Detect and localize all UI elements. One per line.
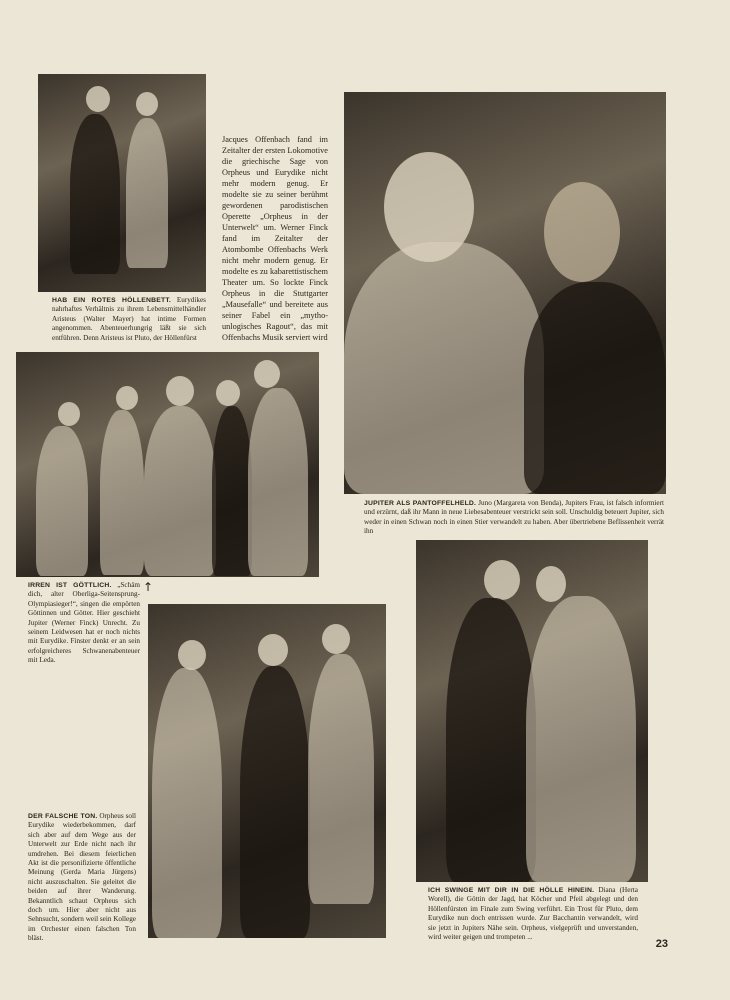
caption-swing (428, 886, 638, 942)
intro-text: Jacques Offenbach fand im Zeitalter der ersten Lokomotive die griechische Sage von Orpheus und Eurydike nicht mehr modern genug. Er modelte sie zu seiner berühmt gewordenen parodistischen Operette „Orpheus in der Unterwelt“ um. Werner Finck fand im Zeitalter der Atombombe Offenbachs Werk nicht mehr modern genug. Er modelte es zu kabarettistischem Theater um. So lockte Finck Orpheus in die Stuttgarter „Mausefalle“ und bereitete aus seiner Fabel ein „mytho-unlogisches Ragout“, das mit Offenbachs Musik serviert wird (222, 135, 328, 342)
photo-pantoffelheld (344, 92, 666, 494)
caption-text: Juno (Margareta von Benda), Jupiters Frau, ist falsch informiert und erzürnt, daß ihr Mann in neue Liebesabenteuer verstrickt sein soll. Unschuldig beteuert Jupiter, sich weder in einen Schwan noch in einen Stier verwandelt zu haben. Aber übertriebene Beflissenheit verrät ihn (364, 499, 664, 536)
photo-irren-ist-goettlich (16, 352, 319, 577)
caption-title: ICH SWINGE MIT DIR IN DIE HÖLLE HINEIN. (428, 887, 595, 894)
caption-text: „Schäm dich, alter Oberliga-Seitensprung-Olympiasieger!“, singen die empörten Göttinnen und Götter. Hier geschieht Jupiter (Werner Finck) Unrecht. Zu seinem Leidwesen hat er noch nichts mit Eurydike. Finster denkt er an sein erfolgreicheres Schwanenabenteuer mit Leda. (28, 581, 140, 665)
photo-der-falsche-ton (148, 604, 386, 938)
caption-irren-ist-goettlich (28, 581, 140, 666)
caption-der-falsche-ton (28, 812, 136, 944)
arrow-up-icon: ↑ (143, 580, 154, 594)
caption-text: Orpheus soll Eurydike wiederbekommen, darf sich aber auf dem Wege aus der Unterwelt zur Erde nicht nach ihr umdrehen. Bei diesem feierlichen Akt ist die personifizierte öffentliche Meinung (Gerda Maria Jürgens) nicht auszuschalten. Sie geleitet die beiden auf ihrer Wanderung. Bekanntlich schaut Orpheus sich doch um. Hier aber nicht aus Sehnsucht, sondern weil sein Kollege im Orchester einen falschen Ton bläst. (28, 812, 136, 943)
page-number: 23 (655, 938, 668, 950)
photo-swing (416, 540, 648, 882)
photo-hollenbett (38, 74, 206, 292)
caption-title: DER FALSCHE TON. (28, 813, 98, 820)
caption-title: JUPITER ALS PANTOFFELHELD. (364, 500, 477, 507)
caption-text: Eurydikes nahrhaftes Verhältnis zu ihrem Lebensmittelhändler Aristeus (Walter Mayer) hat intime Formen angenommen. Abenteuerhungrig läßt sie sich entführen. Denn Aristeus ist Pluto, der Höllenfürst (52, 296, 206, 342)
caption-title: IRREN IST GÖTTLICH. (28, 582, 112, 589)
caption-pantoffelheld (364, 499, 664, 537)
caption-text: Diana (Herta Worell), die Göttin der Jagd, hat Köcher und Pfeil abgelegt und den Höllenfürsten im Finale zum Swing verführt. Ein Trost für Pluto, dem Eurydike nun doch entrissen wurde. Zur Bacchantin verwandelt, wird sie jetzt in Jupiters Nähe sein. Orpheus, vielgeprüft und unverstanden, wird weiter geigen und trompeten ... (428, 886, 638, 942)
caption-hollenbett (52, 296, 206, 343)
caption-title: HAB EIN ROTES HÖLLENBETT. (52, 297, 172, 304)
